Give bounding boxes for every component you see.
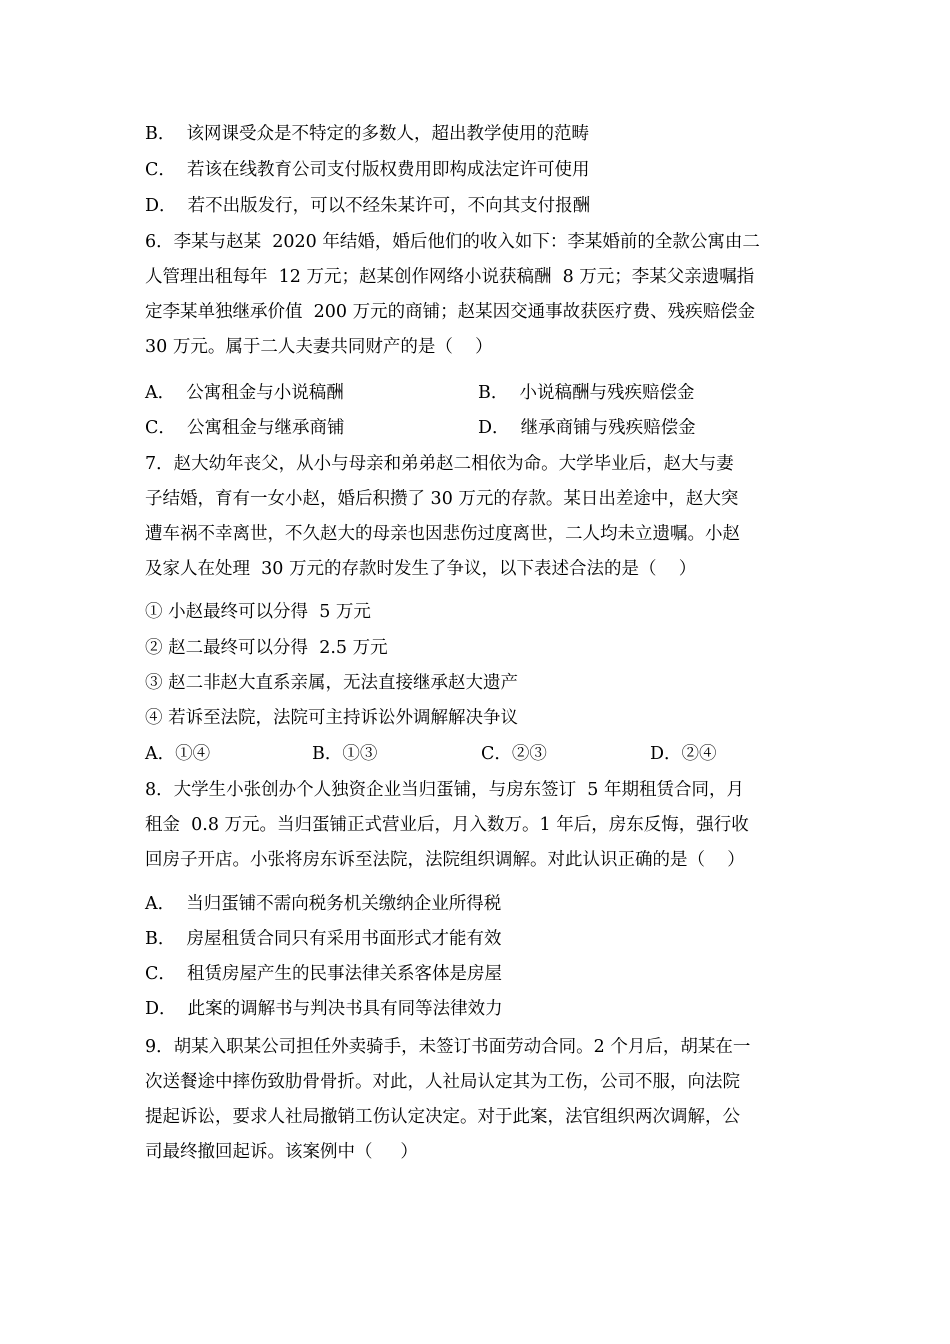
q9-stem-line-4: 司最终撤回起诉。该案例中（ ） [145, 1142, 418, 1162]
q9-stem-line-2: 次送餐途中摔伤致肋骨骨折。对此，人社局认定其为工伤，公司不服，向法院 [145, 1072, 740, 1092]
q8-stem-line-3: 回房子开店。小张将房东诉至法院，法院组织调解。对此认识正确的是（ ） [145, 850, 745, 870]
q8-option-d: D． 此案的调解书与判决书具有同等法律效力 [145, 999, 503, 1019]
q9-stem-line-3: 提起诉讼，要求人社局撤销工伤认定决定。对于此案，法官组织两次调解，公 [145, 1107, 740, 1127]
q7-option-a: A．①④ [145, 744, 211, 764]
q6-option-d: D． 继承商铺与残疾赔偿金 [478, 418, 696, 438]
q6-stem-line-1: 6．李某与赵某 2020 年结婚，婚后他们的收入如下：李某婚前的全款公寓由二 [145, 232, 760, 252]
q8-stem-line-1: 8．大学生小张创办个人独资企业当归蛋铺，与房东签订 5 年期租赁合同，月 [145, 780, 744, 800]
q6-option-b: B． 小说稿酬与残疾赔偿金 [478, 383, 695, 403]
q6-stem-line-4: 30 万元。属于二人夫妻共同财产的是（ ） [145, 337, 493, 357]
q8-stem-line-2: 租金 0.8 万元。当归蛋铺正式营业后，月入数万。1 年后，房东反悔，强行收 [145, 815, 749, 835]
q7-option-c: C．②③ [481, 744, 547, 764]
q7-statement-2: ② 赵二最终可以分得 2.5 万元 [145, 638, 388, 658]
q6-option-c: C． 公寓租金与继承商铺 [145, 418, 345, 438]
q5-option-c: C． 若该在线教育公司支付版权费用即构成法定许可使用 [145, 160, 590, 180]
q6-stem-line-3: 定李某单独继承价值 200 万元的商铺；赵某因交通事故获医疗费、残疾赔偿金 [145, 302, 756, 322]
q8-option-c: C． 租赁房屋产生的民事法律关系客体是房屋 [145, 964, 503, 984]
q6-stem-line-2: 人管理出租每年 12 万元；赵某创作网络小说获稿酬 8 万元；李某父亲遗嘱指 [145, 267, 755, 287]
q7-stem-line-4: 及家人在处理 30 万元的存款时发生了争议，以下表述合法的是（ ） [145, 559, 697, 579]
q7-stem-line-2: 子结婚，育有一女小赵，婚后积攒了 30 万元的存款。某日出差途中，赵大突 [145, 489, 739, 509]
q7-stem-line-3: 遭车祸不幸离世，不久赵大的母亲也因悲伤过度离世，二人均未立遗嘱。小赵 [145, 524, 740, 544]
q7-statement-4: ④ 若诉至法院，法院可主持诉讼外调解解决争议 [145, 708, 519, 728]
q6-option-a: A． 公寓租金与小说稿酬 [145, 383, 344, 403]
q8-option-b: B． 房屋租赁合同只有采用书面形式才能有效 [145, 929, 502, 949]
q7-statement-3: ③ 赵二非赵大直系亲属，无法直接继承赵大遗产 [145, 673, 519, 693]
q7-option-b: B．①③ [312, 744, 378, 764]
q7-statement-1: ① 小赵最终可以分得 5 万元 [145, 602, 371, 622]
q9-stem-line-1: 9．胡某入职某公司担任外卖骑手，未签订书面劳动合同。2 个月后，胡某在一 [145, 1037, 751, 1057]
q8-option-a: A． 当归蛋铺不需向税务机关缴纳企业所得税 [145, 894, 502, 914]
q5-option-b: B． 该网课受众是不特定的多数人，超出教学使用的范畴 [145, 124, 589, 144]
q7-stem-line-1: 7．赵大幼年丧父，从小与母亲和弟弟赵二相依为命。大学毕业后，赵大与妻 [145, 454, 734, 474]
q7-option-d: D．②④ [650, 744, 717, 764]
q5-option-d: D． 若不出版发行，可以不经朱某许可，不向其支付报酬 [145, 196, 591, 216]
